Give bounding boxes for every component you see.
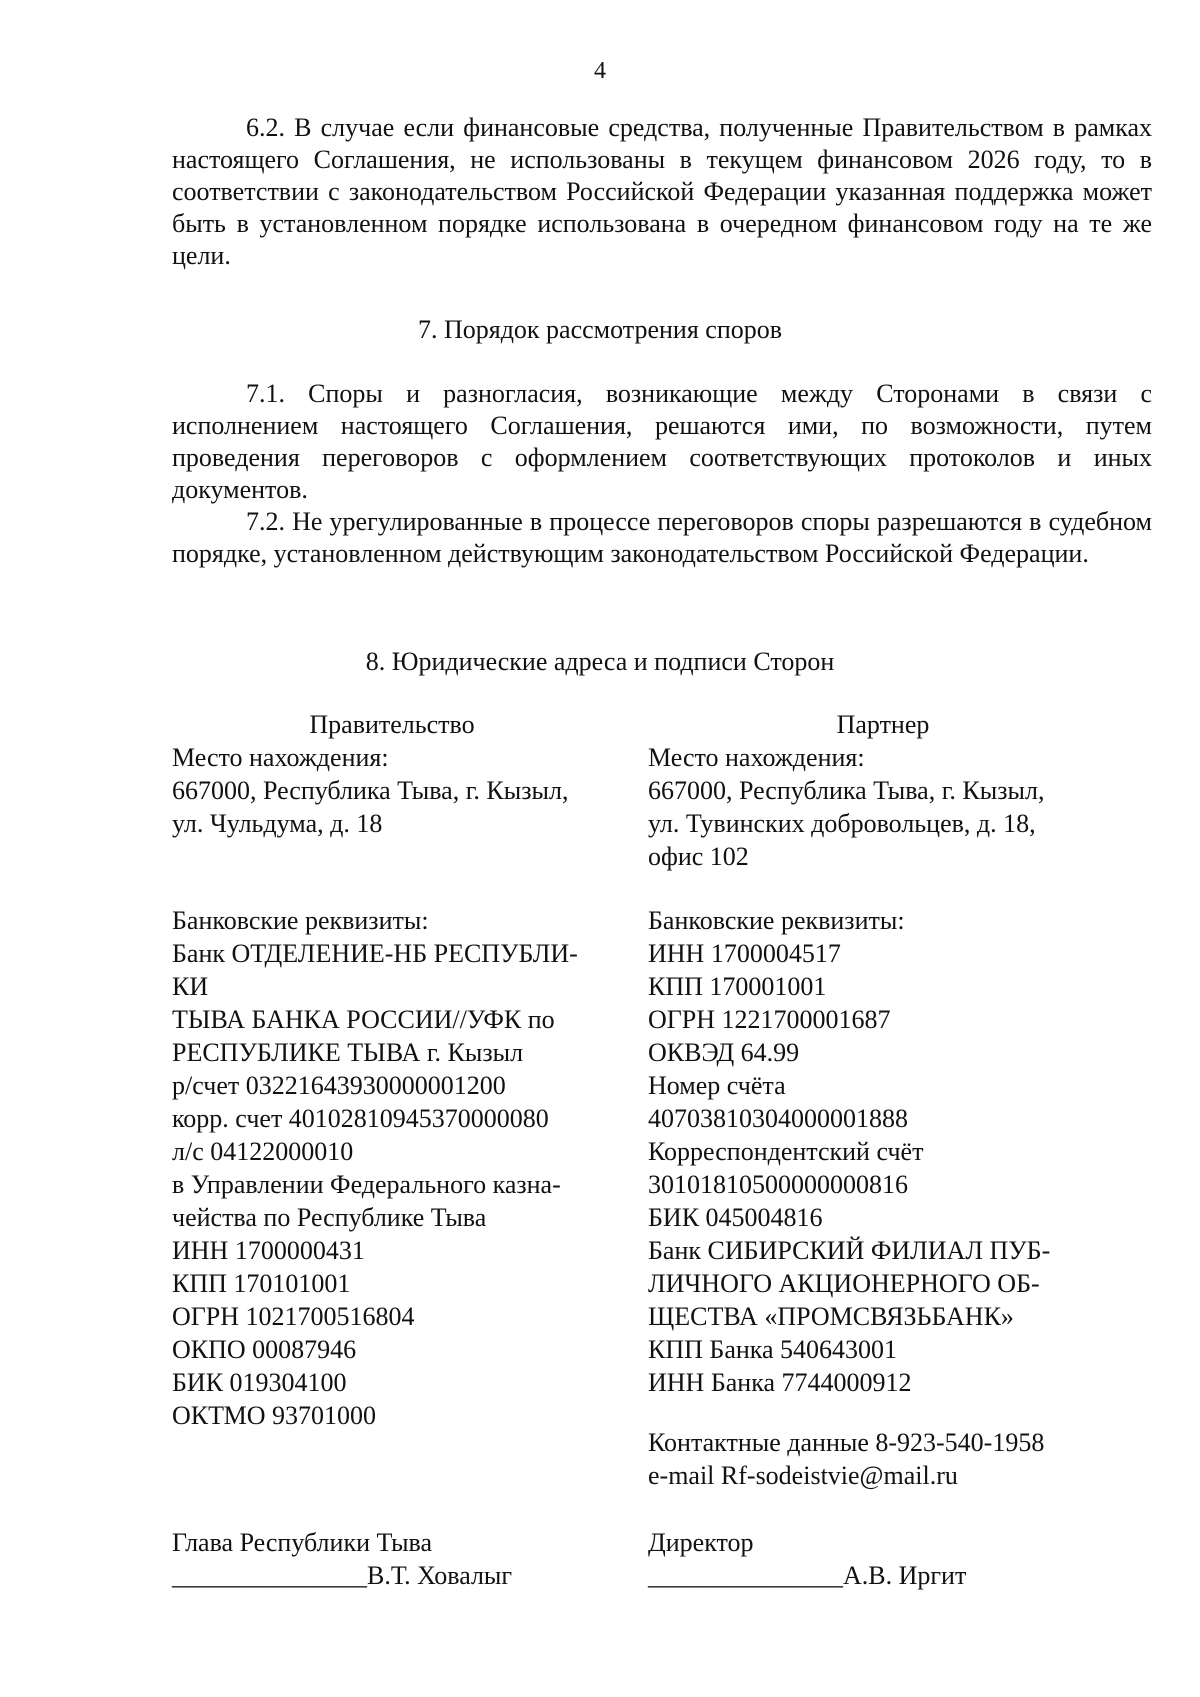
government-bank-line: корр. счет 40102810945370000080 (172, 1104, 549, 1133)
partner-bank-line: ИНН 1700004517 (648, 939, 841, 968)
partner-title: Партнер (836, 710, 930, 739)
government-bank-line: ИНН 1700000431 (172, 1236, 365, 1265)
paragraph-6-2: 6.2. В случае если финансовые средства, полученные Правительством в рамках настоящего Соглашения, не использованы в текущем финансовом 2026 году, то в соответствии с законодательством Российской Федерации указанная поддержка может быть в установленном порядке использована в очередном финансовом году на те же цели. (172, 113, 1152, 270)
page-number: 4 (594, 58, 606, 84)
partner-bank-line: ИНН Банка 7744000912 (648, 1368, 912, 1397)
partner-contacts (648, 1426, 1118, 1492)
partner-contact-line: e-mail Rf-sodeistvie@mail.ru (648, 1461, 958, 1490)
partner-bank-line: КПП Банка 540643001 (648, 1335, 898, 1364)
government-bank-line: Банк ОТДЕЛЕНИЕ-НБ РЕСПУБЛИ- (172, 939, 578, 968)
partner-contact-line: Контактные данные 8-923-540-1958 (648, 1428, 1045, 1457)
partner-address-line: офис 102 (648, 842, 749, 871)
section-7-heading: 7. Порядок рассмотрения споров (417, 315, 783, 344)
partner-bank-line: Номер счёта (648, 1071, 786, 1100)
government-column (172, 708, 612, 840)
partner-bank-line: ОКВЭД 64.99 (648, 1038, 800, 1067)
partner-bank-line: Банк СИБИРСКИЙ ФИЛИАЛ ПУБ- (648, 1236, 1051, 1265)
partner-signature-block (648, 1526, 1118, 1592)
government-bank-line: РЕСПУБЛИКЕ ТЫВА г. Кызыл (172, 1038, 524, 1067)
section-8-heading: 8. Юридические адреса и подписи Сторон (365, 647, 835, 676)
partner-bank-line: ЩЕСТВА «ПРОМСВЯЗЬБАНК» (648, 1302, 1014, 1331)
government-bank-line: БИК 019304100 (172, 1368, 347, 1397)
government-bank-line: л/с 04122000010 (172, 1137, 354, 1166)
partner-bank-line: Корреспондентский счёт (648, 1137, 924, 1166)
section-6-text (172, 112, 1152, 272)
government-bank-line: КПП 170101001 (172, 1269, 351, 1298)
government-bank-line: чейства по Республике Тыва (172, 1203, 487, 1232)
partner-bank-line: ЛИЧНОГО АКЦИОНЕРНОГО ОБ- (648, 1269, 1040, 1298)
paragraph-7-2: 7.2. Не урегулированные в процессе переговоров споры разрешаются в судебном порядке, установленном действующим законодательством Российской Федерации. (172, 507, 1152, 568)
partner-bank-label: Банковские реквизиты: (648, 906, 905, 935)
government-signature-line: _______________В.Т. Ховалыг (172, 1561, 513, 1590)
partner-bank-line: БИК 045004816 (648, 1203, 823, 1232)
government-address-line: 667000, Республика Тыва, г. Кызыл, (172, 776, 569, 805)
government-address-line: ул. Чульдума, д. 18 (172, 809, 383, 838)
government-bank-details (172, 904, 612, 1432)
government-bank-line: ОГРН 1021700516804 (172, 1302, 415, 1331)
partner-signature-line: _______________А.В. Иргит (648, 1561, 967, 1590)
government-signature-block (172, 1526, 612, 1592)
partner-bank-line: ОГРН 1221700001687 (648, 1005, 891, 1034)
government-bank-line: ТЫВА БАНКА РОССИИ//УФК по (172, 1005, 555, 1034)
partner-bank-details (648, 904, 1118, 1399)
government-address-label: Место нахождения: (172, 743, 389, 772)
government-bank-label: Банковские реквизиты: (172, 906, 429, 935)
partner-address-line: ул. Тувинских добровольцев, д. 18, (648, 809, 1036, 838)
government-signer-title: Глава Республики Тыва (172, 1528, 433, 1557)
partner-column (648, 708, 1118, 873)
government-bank-line: ОКТМО 93701000 (172, 1401, 377, 1430)
partner-signer-title: Директор (648, 1528, 754, 1557)
partner-bank-line: 40703810304000001888 (648, 1104, 908, 1133)
partner-bank-line: КПП 170001001 (648, 972, 827, 1001)
section-7-text (172, 378, 1152, 570)
government-title: Правительство (309, 710, 475, 739)
partner-address-line: 667000, Республика Тыва, г. Кызыл, (648, 776, 1045, 805)
government-bank-line: ОКПО 00087946 (172, 1335, 357, 1364)
paragraph-7-1: 7.1. Споры и разногласия, возникающие между Сторонами в связи с исполнением настоящего Соглашения, решаются ими, по возможности, путем проведения переговоров с оформлением соответствующих протоколов и иных документов. (172, 379, 1152, 504)
partner-address-label: Место нахождения: (648, 743, 865, 772)
partner-bank-line: 30101810500000000816 (648, 1170, 908, 1199)
government-bank-line: в Управлении Федерального казна- (172, 1170, 561, 1199)
government-bank-line: р/счет 03221643930000001200 (172, 1071, 506, 1100)
government-bank-line: КИ (172, 972, 209, 1001)
